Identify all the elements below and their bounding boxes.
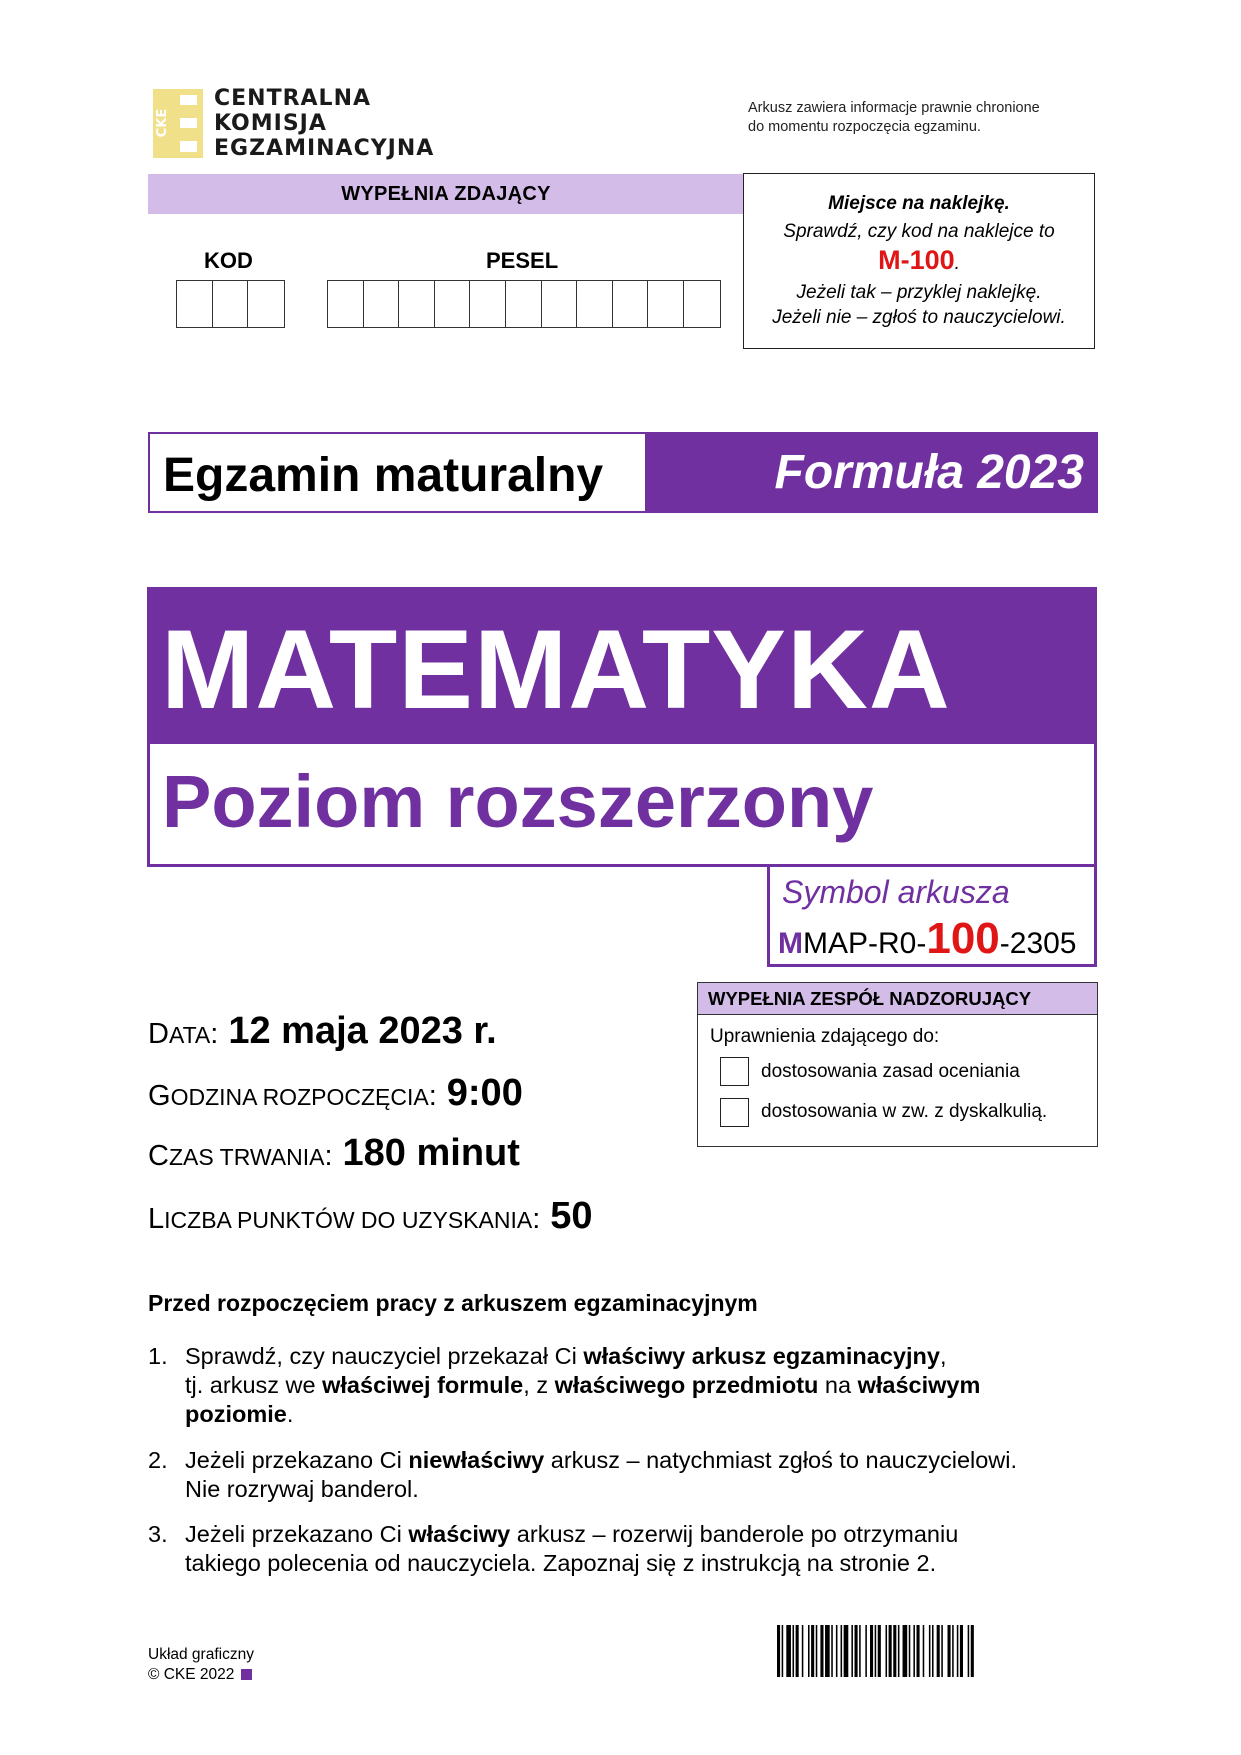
protected-note: [748, 99, 1040, 137]
info-label-rest: ODZINA ROZPOCZĘCIA: [170, 1084, 429, 1110]
instruction-text: .: [286, 1401, 294, 1427]
symbol-suffix: -2305: [999, 927, 1077, 960]
footer-copyright: © CKE 2022: [148, 1666, 235, 1683]
instruction-text: takiego polecenia od nauczyciela. Zapoznaj się z instrukcją na stronie 2.: [185, 1550, 937, 1576]
pesel-cell[interactable]: [328, 281, 364, 327]
info-label-rest: ICZBA PUNKTÓW DO UZYSKANIA: [164, 1207, 533, 1233]
footer: [148, 1645, 254, 1685]
supervising-header: WYPEŁNIA ZESPÓŁ NADZORUJĄCY: [698, 983, 1097, 1015]
instruction-text: Jeżeli przekazano Ci: [185, 1447, 409, 1473]
instruction-text: , z: [523, 1372, 555, 1398]
instruction-emphasis: właściwym poziomie: [185, 1372, 981, 1427]
cke-logo-icon: [153, 89, 203, 158]
pesel-cell[interactable]: [399, 281, 435, 327]
instruction-text: arkusz – rozerwij banderole po otrzymaniu: [510, 1521, 959, 1547]
exam-points: [148, 1195, 593, 1238]
instruction-text: tj. arkusz we: [185, 1372, 323, 1398]
instruction-text: Jeżeli przekazano Ci: [185, 1521, 409, 1547]
sticker-code-suffix: .: [954, 253, 960, 274]
info-label-initial: G: [148, 1080, 171, 1112]
protected-note-line: do momentu rozpoczęcia egzaminu.: [748, 119, 981, 135]
symbol-prefix-first: M: [778, 927, 803, 960]
pesel-cell[interactable]: [542, 281, 578, 327]
instruction-emphasis: właściwej formule: [322, 1372, 524, 1398]
pesel-cell[interactable]: [648, 281, 684, 327]
symbol-prefix: MAP-R0-: [803, 927, 927, 960]
kod-input-cells[interactable]: [176, 280, 285, 328]
barcode-icon: [777, 1625, 1082, 1677]
accommodation-dyscalculia-checkbox[interactable]: [720, 1098, 749, 1127]
pesel-cell[interactable]: [435, 281, 471, 327]
sticker-title: Miejsce na naklejkę.: [828, 193, 1010, 214]
accommodation-dyscalculia-label: dostosowania w zw. z dyskalkulią.: [761, 1101, 1048, 1122]
sticker-if-no: Jeżeli nie – zgłoś to nauczycielowi.: [772, 307, 1066, 328]
sticker-if-yes: Jeżeli tak – przyklej naklejkę.: [796, 282, 1042, 303]
pesel-cell[interactable]: [470, 281, 506, 327]
info-label-initial: D: [148, 1018, 169, 1050]
square-icon: [241, 1669, 252, 1680]
kod-cell[interactable]: [177, 281, 213, 327]
instruction-emphasis: niewłaściwy: [408, 1447, 545, 1473]
exam-duration-value: 180 minut: [342, 1132, 520, 1174]
institution-line: EGZAMINACYJNA: [214, 136, 435, 161]
instruction-number: 1.: [148, 1343, 168, 1369]
subject-level: Poziom rozszerzony: [162, 760, 874, 843]
exam-points-value: 50: [550, 1195, 593, 1237]
institution-name: [214, 86, 434, 161]
pesel-input-cells[interactable]: [327, 280, 721, 328]
accommodation-grading-label: dostosowania zasad oceniania: [761, 1061, 1020, 1082]
instruction-number: 2.: [148, 1447, 168, 1473]
pesel-label: PESEL: [486, 248, 559, 273]
kod-label: KOD: [204, 248, 253, 273]
kod-cell[interactable]: [213, 281, 249, 327]
instruction-number: 3.: [148, 1521, 168, 1547]
accommodation-grading-checkbox[interactable]: [720, 1057, 749, 1086]
instruction-text: ,: [939, 1343, 947, 1369]
supervising-label: Uprawnienia zdającego do:: [710, 1026, 940, 1047]
exam-title: Egzamin maturalny: [163, 449, 604, 502]
symbol-middle: 100: [926, 914, 1000, 963]
sticker-code: M-100: [878, 245, 955, 275]
exam-duration: [148, 1132, 520, 1175]
svg-text:CKE: CKE: [155, 108, 170, 138]
exam-start-time: [148, 1072, 523, 1115]
pesel-cell[interactable]: [577, 281, 613, 327]
info-label-rest: ATA: [168, 1022, 211, 1048]
footer-line: Układ graficzny: [148, 1646, 254, 1663]
institution-line: CENTRALNA: [214, 86, 372, 111]
exam-start-value: 9:00: [446, 1072, 523, 1114]
instruction-text: arkusz – natychmiast zgłoś to nauczycielowi.: [544, 1447, 1018, 1473]
exam-date-value: 12 maja 2023 r.: [228, 1010, 497, 1052]
info-colon: :: [210, 1018, 219, 1050]
protected-note-line: Arkusz zawiera informacje prawnie chronione: [748, 100, 1040, 116]
symbol-code: [778, 914, 1077, 964]
pesel-cell[interactable]: [506, 281, 542, 327]
pesel-cell[interactable]: [684, 281, 720, 327]
sticker-check-text: Sprawdź, czy kod na naklejce to: [783, 221, 1055, 242]
info-label-initial: C: [148, 1140, 169, 1172]
sticker-area: [743, 173, 1095, 349]
instruction-emphasis: właściwego przedmiotu: [554, 1372, 819, 1398]
instructions-title: Przed rozpoczęciem pracy z arkuszem egzaminacyjnym: [148, 1290, 758, 1316]
info-label-rest: ZAS TRWANIA: [168, 1144, 325, 1170]
instruction-emphasis: właściwy: [408, 1521, 511, 1547]
instruction-item: [148, 1342, 1088, 1429]
info-colon: :: [428, 1080, 437, 1112]
exam-date: [148, 1010, 497, 1053]
info-colon: :: [532, 1203, 541, 1235]
info-label-initial: L: [148, 1203, 165, 1235]
instruction-item: [148, 1446, 1088, 1504]
subject-name: MATEMATYKA: [161, 607, 951, 732]
pesel-cell[interactable]: [364, 281, 400, 327]
kod-cell[interactable]: [248, 281, 284, 327]
instruction-emphasis: właściwy arkusz egzaminacyjny: [583, 1343, 940, 1369]
info-colon: :: [324, 1140, 333, 1172]
instruction-text: Sprawdź, czy nauczyciel przekazał Ci: [185, 1343, 584, 1369]
exam-formula: Formuła 2023: [645, 432, 1098, 513]
instruction-item: [148, 1520, 1088, 1578]
candidate-section-header: WYPEŁNIA ZDAJĄCY: [148, 174, 744, 214]
instruction-text: na: [818, 1372, 858, 1398]
institution-line: KOMISJA: [214, 111, 327, 136]
pesel-cell[interactable]: [613, 281, 649, 327]
instruction-text: Nie rozrywaj banderol.: [185, 1476, 419, 1502]
symbol-label: Symbol arkusza: [782, 874, 1010, 910]
